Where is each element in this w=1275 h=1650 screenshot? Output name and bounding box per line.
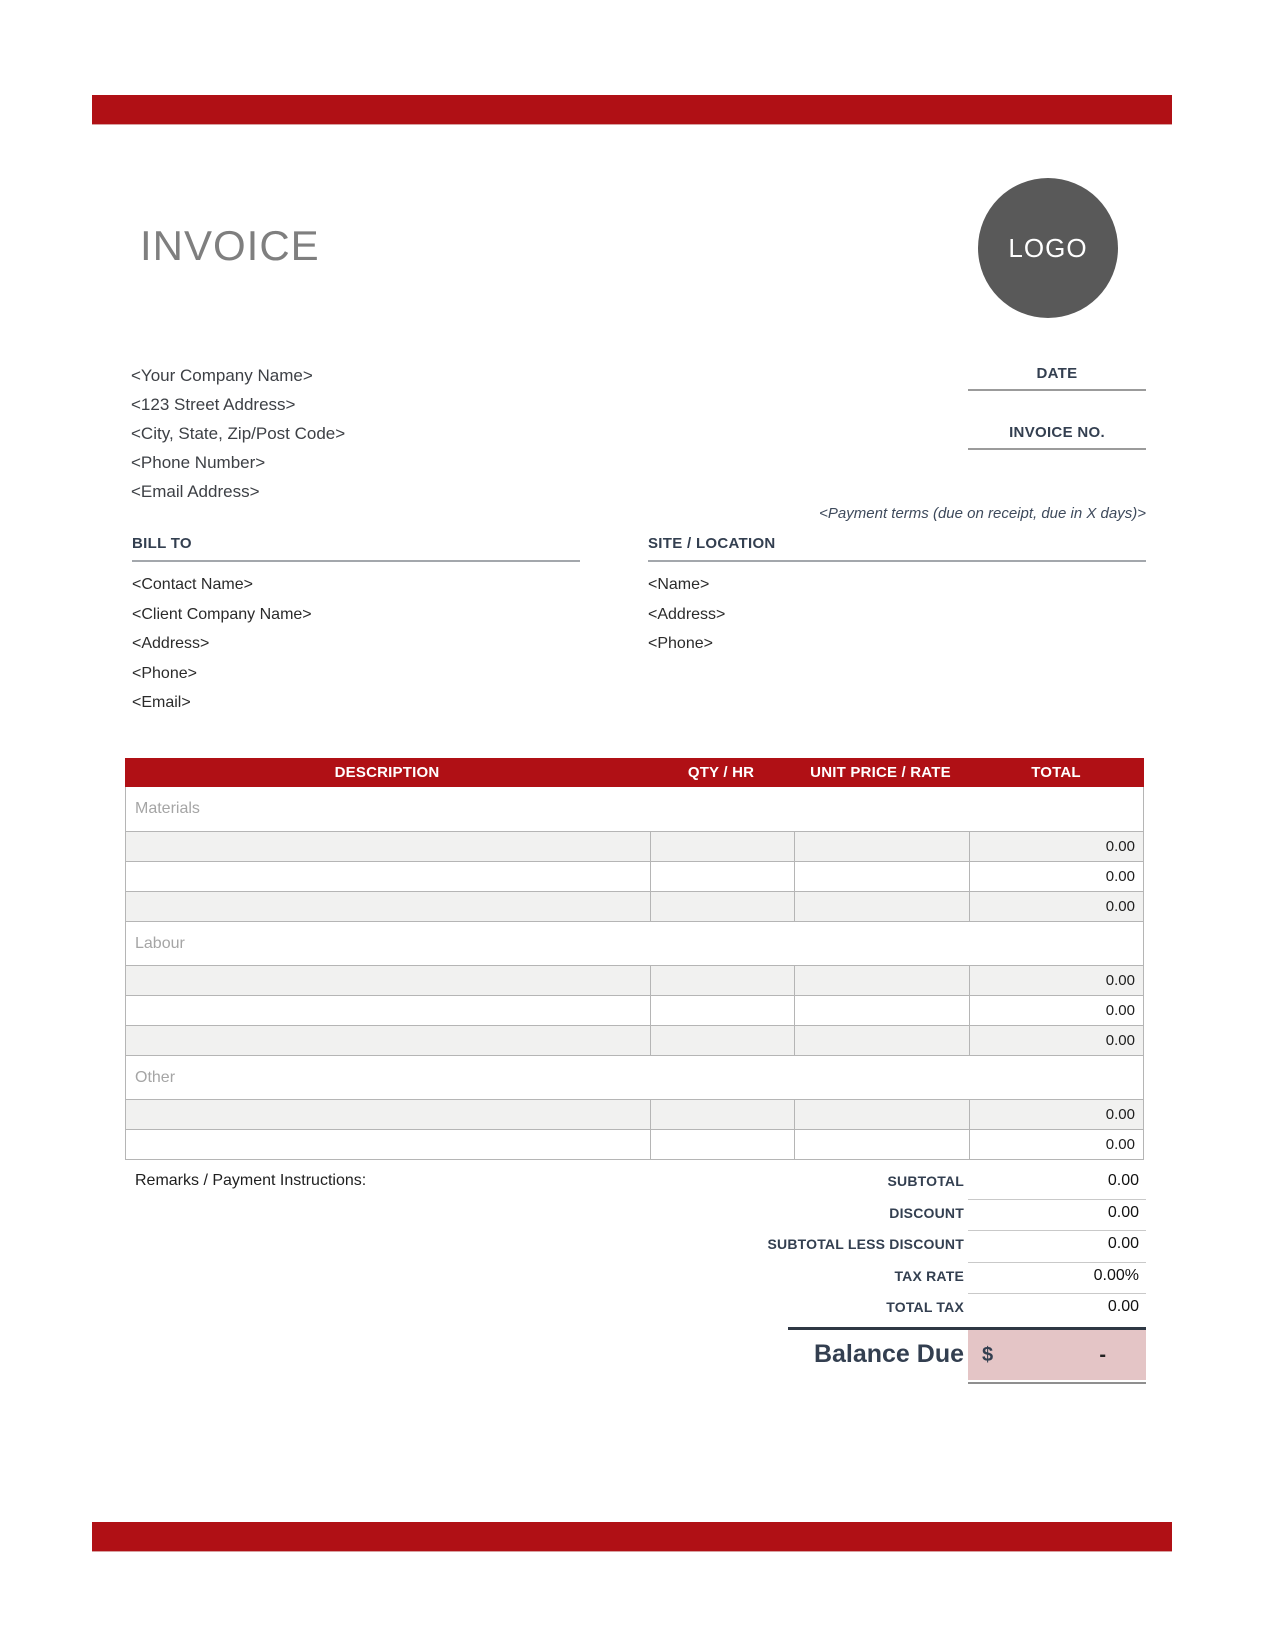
- total-tax-label: TOTAL TAX: [886, 1299, 964, 1315]
- balance-underline: [968, 1382, 1146, 1384]
- header-qty-hr: QTY / HR: [687, 764, 755, 781]
- company-street-placeholder: <123 Street Address>: [131, 395, 296, 414]
- description-cell: [126, 996, 650, 1025]
- bill-to-address-placeholder: <Address>: [132, 635, 210, 652]
- logo-placeholder-text: LOGO: [1008, 232, 1088, 263]
- bottom-accent-bar: [92, 1522, 1172, 1552]
- total-cell: 0.00: [969, 1100, 1143, 1129]
- table-row: [126, 831, 1143, 861]
- description-cell: [126, 1130, 650, 1159]
- unit-price-cell: [794, 996, 969, 1025]
- description-cell: [126, 1100, 650, 1129]
- total-cell: 0.00: [969, 966, 1143, 995]
- table-row: [126, 861, 1143, 891]
- summary-row-total-tax: [640, 1294, 1146, 1326]
- unit-price-cell: [794, 1130, 969, 1159]
- invoice-number-field: INVOICE NO.: [968, 424, 1146, 450]
- line-items-header-row: [125, 758, 1144, 787]
- table-row: [126, 1129, 1143, 1159]
- bill-to-phone-placeholder: <Phone>: [132, 664, 197, 682]
- qty-cell: [650, 862, 794, 891]
- unit-price-cell: [794, 832, 969, 861]
- summary-row-subtotal-less-discount: [640, 1231, 1146, 1263]
- total-cell: 0.00: [969, 832, 1143, 861]
- unit-price-cell: [794, 1100, 969, 1129]
- table-row: [126, 1025, 1143, 1055]
- site-phone-placeholder: <Phone>: [648, 635, 713, 652]
- company-info-block: [131, 361, 345, 506]
- top-accent-bar: [92, 95, 1172, 125]
- company-phone-placeholder: <Phone Number>: [131, 453, 266, 472]
- qty-cell: [650, 892, 794, 921]
- bill-to-email-placeholder: <Email>: [132, 694, 191, 711]
- site-name-placeholder: <Name>: [648, 576, 710, 593]
- section-label-other: Other: [126, 1055, 1143, 1099]
- unit-price-cell: [794, 892, 969, 921]
- bill-to-contact-placeholder: <Contact Name>: [132, 576, 253, 593]
- payment-terms-placeholder: <Payment terms (due on receipt, due in X days)>: [819, 505, 1146, 522]
- summary-row-subtotal: [640, 1168, 1146, 1200]
- balance-due-cell: [968, 1330, 1146, 1380]
- company-name-placeholder: <Your Company Name>: [131, 366, 313, 385]
- line-items-table: [125, 758, 1144, 1160]
- company-email-placeholder: <Email Address>: [131, 482, 260, 501]
- section-label-labour: Labour: [126, 921, 1143, 965]
- total-cell: 0.00: [969, 1026, 1143, 1055]
- bill-to-company-placeholder: <Client Company Name>: [132, 605, 312, 623]
- subtotal-less-discount-label: SUBTOTAL LESS DISCOUNT: [767, 1236, 964, 1252]
- discount-label: DISCOUNT: [889, 1204, 964, 1221]
- subtotal-less-discount-value: 0.00: [968, 1231, 1146, 1263]
- total-cell: 0.00: [969, 892, 1143, 921]
- table-row: [126, 965, 1143, 995]
- discount-value: 0.00: [968, 1200, 1146, 1232]
- site-location-heading: SITE / LOCATION: [648, 535, 1146, 562]
- summary-row-tax-rate: [640, 1263, 1146, 1295]
- page-title: INVOICE: [140, 222, 320, 269]
- header-unit-price-rate: UNIT PRICE / RATE: [810, 764, 951, 781]
- description-cell: [126, 966, 650, 995]
- company-logo: [978, 178, 1118, 318]
- currency-symbol: $: [982, 1343, 994, 1366]
- description-cell: [126, 1026, 650, 1055]
- site-location-block: [648, 570, 725, 659]
- unit-price-cell: [794, 1026, 969, 1055]
- unit-price-cell: [794, 966, 969, 995]
- line-items-body: [125, 787, 1144, 1160]
- balance-due-value: -: [1099, 1343, 1106, 1366]
- tax-rate-label: TAX RATE: [894, 1267, 964, 1284]
- company-city-placeholder: <City, State, Zip/Post Code>: [131, 424, 346, 443]
- description-cell: [126, 862, 650, 891]
- table-row: [126, 995, 1143, 1025]
- header-description: DESCRIPTION: [334, 764, 440, 781]
- qty-cell: [650, 1130, 794, 1159]
- total-tax-value: 0.00: [1107, 1298, 1139, 1315]
- table-row: [126, 891, 1143, 921]
- total-cell: 0.00: [969, 1130, 1143, 1159]
- site-address-placeholder: <Address>: [648, 605, 726, 623]
- description-cell: [126, 892, 650, 921]
- header-total: TOTAL: [1031, 764, 1081, 781]
- section-label-materials: Materials: [126, 787, 1143, 831]
- summary-row-discount: [640, 1200, 1146, 1232]
- bill-to-heading: BILL TO: [132, 535, 580, 562]
- total-cell: 0.00: [969, 862, 1143, 891]
- qty-cell: [650, 1026, 794, 1055]
- total-cell: 0.00: [969, 996, 1143, 1025]
- date-field: DATE: [968, 365, 1146, 391]
- tax-rate-value: 0.00%: [968, 1263, 1146, 1295]
- table-row: [126, 1099, 1143, 1129]
- remarks-label: Remarks / Payment Instructions:: [135, 1172, 367, 1189]
- qty-cell: [650, 1100, 794, 1129]
- bill-to-block: [132, 570, 312, 718]
- unit-price-cell: [794, 862, 969, 891]
- qty-cell: [650, 832, 794, 861]
- subtotal-label: SUBTOTAL: [887, 1173, 964, 1189]
- qty-cell: [650, 966, 794, 995]
- balance-due-label: Balance Due: [813, 1340, 964, 1368]
- subtotal-value: 0.00: [968, 1168, 1146, 1200]
- qty-cell: [650, 996, 794, 1025]
- description-cell: [126, 832, 650, 861]
